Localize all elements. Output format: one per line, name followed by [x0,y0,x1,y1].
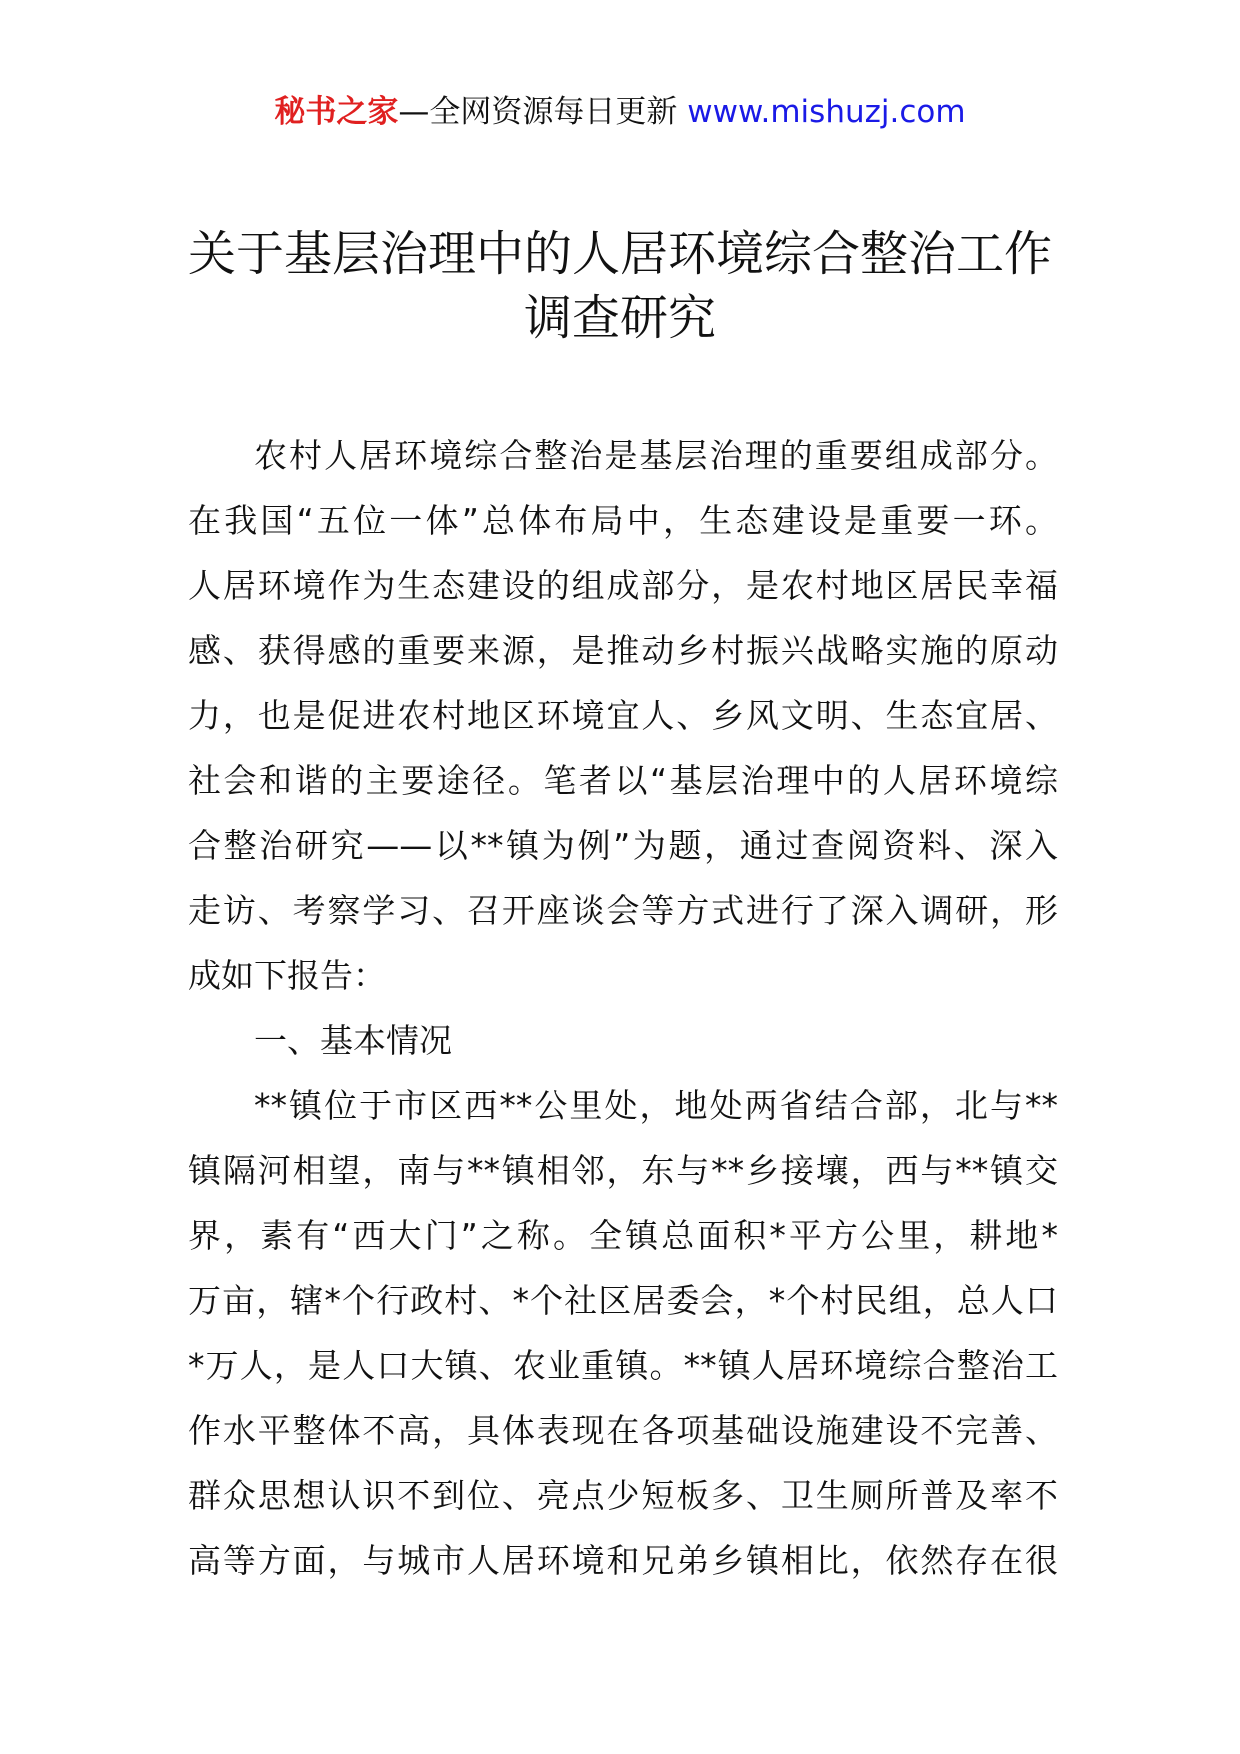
body-line: 走访、考察学习、召开座谈会等方式进行了深入调研，形 [188,891,1058,930]
body-line: 合整治研究——以**镇为例”为题，通过查阅资料、深入 [188,826,1058,865]
body-line: *万人，是人口大镇、农业重镇。**镇人居环境综合整治工 [188,1346,1058,1385]
document-title-line-1: 关于基层治理中的人居环境综合整治工作 [187,226,1052,282]
body-line: 镇隔河相望，南与**镇相邻，东与**乡接壤，西与**镇交 [188,1151,1058,1190]
site-header [0,92,1240,132]
document-title-line-2: 调查研究 [523,290,716,346]
body-line: 万亩，辖*个行政村、*个社区居委会，*个村民组，总人口 [188,1281,1058,1320]
body-line: 成如下报告： [188,956,386,995]
body-line: 作水平整体不高，具体表现在各项基础设施建设不完善、 [188,1411,1058,1450]
body-line: 界，素有“西大门”之称。全镇总面积*平方公里，耕地* [188,1216,1058,1255]
body-line: 农村人居环境综合整治是基层治理的重要组成部分。 [254,436,1058,475]
site-url-link[interactable]: www.mishuzj.com [687,94,966,130]
body-line: **镇位于市区西**公里处，地处两省结合部，北与** [254,1086,1058,1125]
document-body [188,423,1058,1593]
site-slogan: —全网资源每日更新 [398,94,678,130]
body-line: 人居环境作为生态建设的组成部分，是农村地区居民幸福 [188,566,1058,605]
body-line: 高等方面，与城市人居环境和兄弟乡镇相比，依然存在很 [188,1541,1058,1580]
body-line: 力，也是促进农村地区环境宜人、乡风文明、生态宜居、 [188,696,1058,735]
section-heading: 一、基本情况 [254,1021,452,1060]
body-line: 感、获得感的重要来源，是推动乡村振兴战略实施的原动 [188,631,1058,670]
body-line: 在我国“五位一体”总体布局中，生态建设是重要一环。 [188,501,1058,540]
site-brand: 秘书之家 [274,94,399,130]
body-line: 群众思想认识不到位、亮点少短板多、卫生厕所普及率不 [188,1476,1058,1515]
body-line: 社会和谐的主要途径。笔者以“基层治理中的人居环境综 [188,761,1058,800]
document-title [120,222,1120,350]
